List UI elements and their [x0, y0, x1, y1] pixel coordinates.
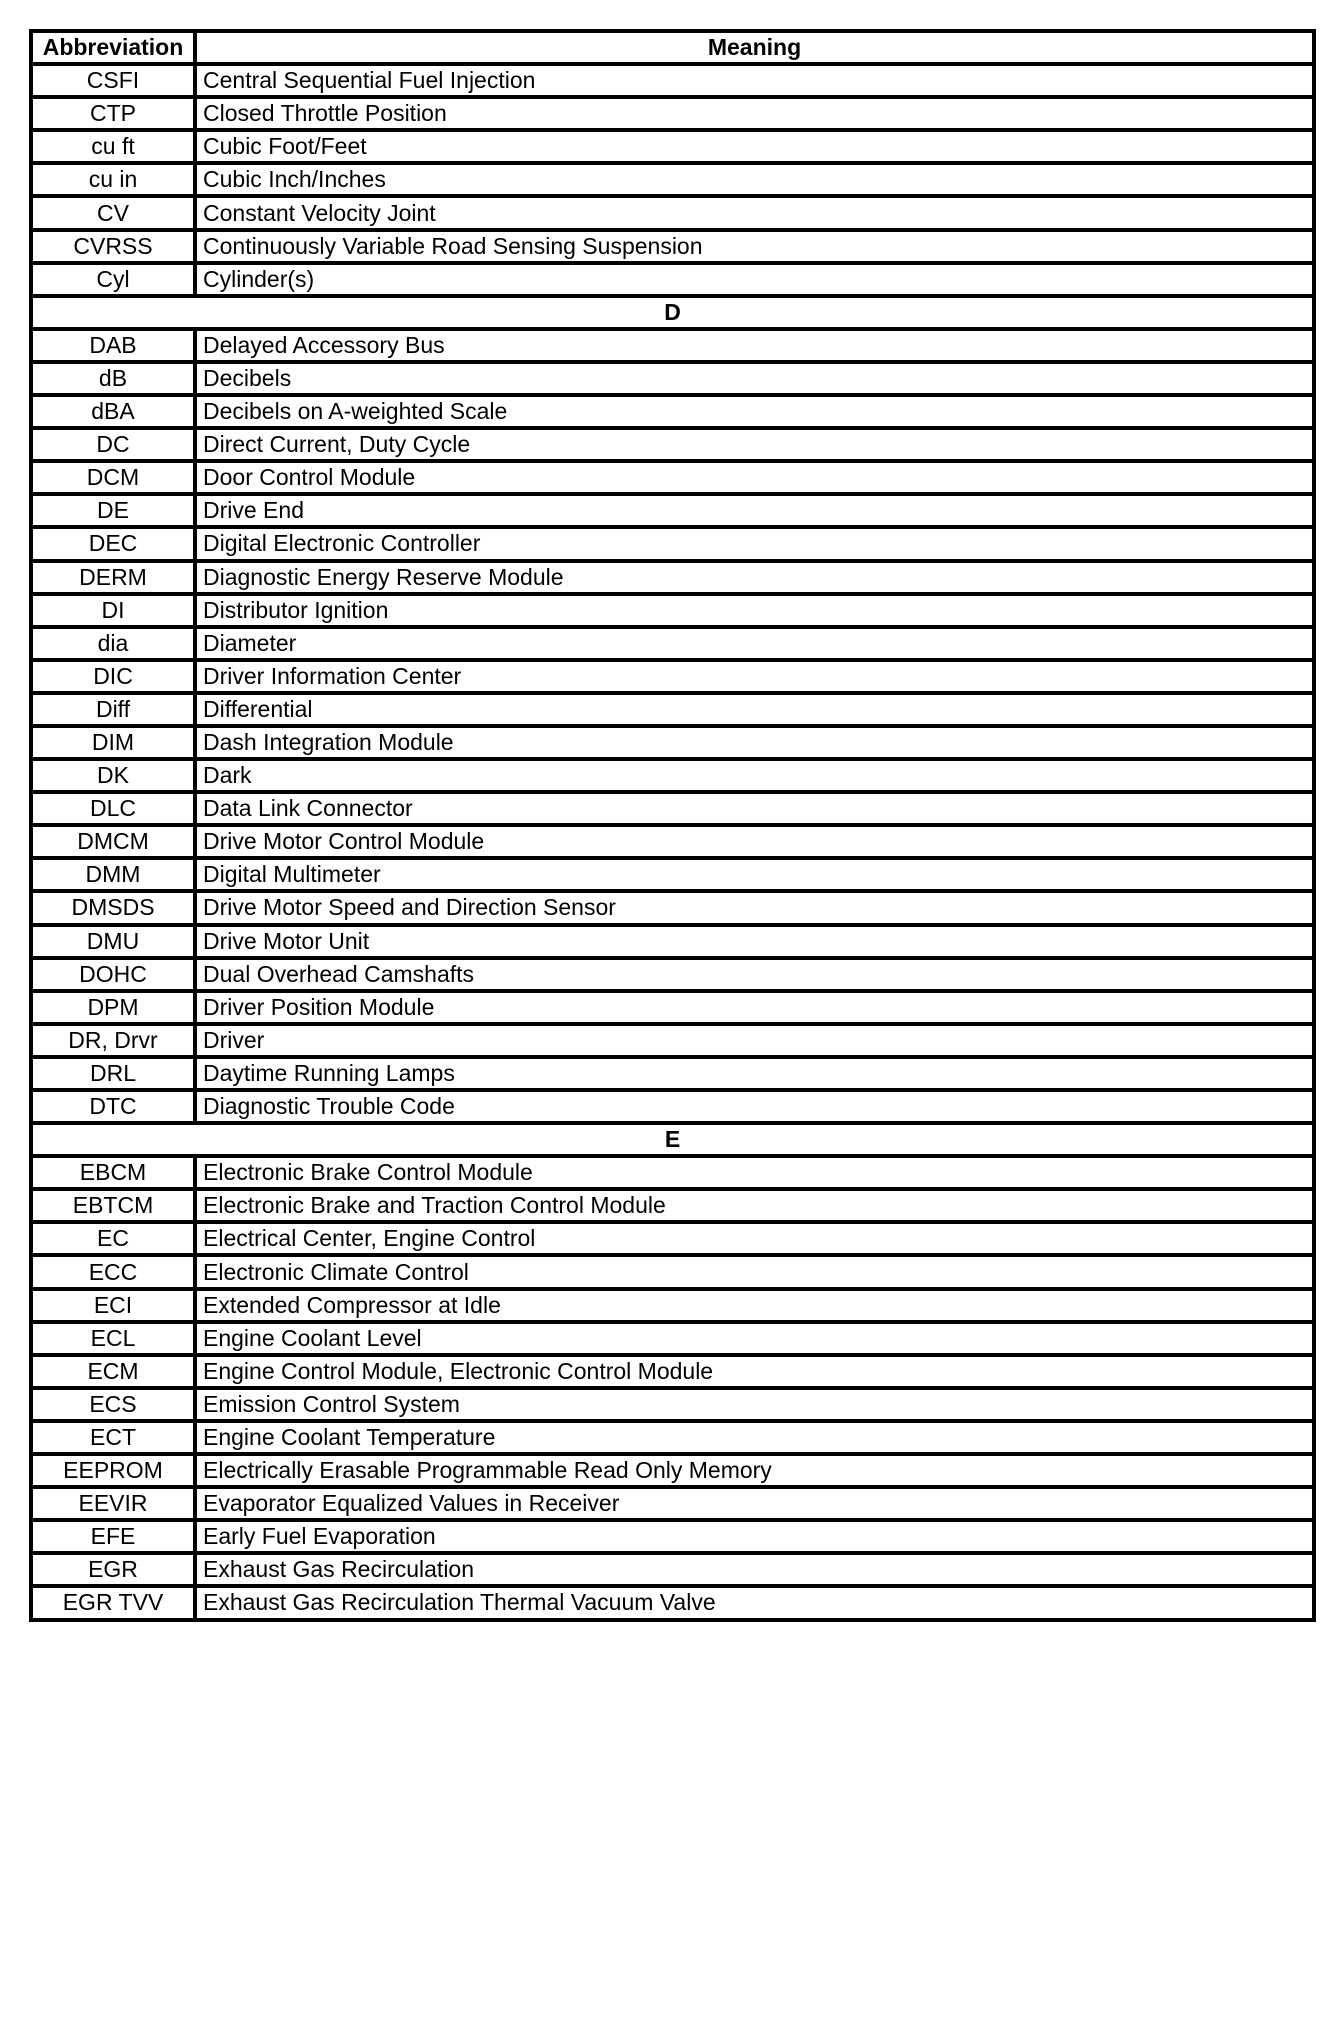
meaning-cell: Electrical Center, Engine Control — [195, 1222, 1314, 1255]
table-row — [31, 1388, 1314, 1421]
table-row — [31, 1090, 1314, 1123]
meaning-cell: Cubic Foot/Feet — [195, 130, 1314, 163]
meaning-cell: Diagnostic Energy Reserve Module — [195, 561, 1314, 594]
meaning-cell: Direct Current, Duty Cycle — [195, 428, 1314, 461]
table-row — [31, 1189, 1314, 1222]
abbreviation-cell: DC — [31, 428, 195, 461]
abbreviation-cell: Cyl — [31, 263, 195, 296]
meaning-cell: Drive Motor Unit — [195, 925, 1314, 958]
meaning-cell: Extended Compressor at Idle — [195, 1289, 1314, 1322]
table-row — [31, 858, 1314, 891]
abbreviation-cell: ECM — [31, 1355, 195, 1388]
abbreviation-cell: EC — [31, 1222, 195, 1255]
table-row — [31, 64, 1314, 97]
abbreviation-cell: DTC — [31, 1090, 195, 1123]
table-row — [31, 196, 1314, 229]
meaning-cell: Distributor Ignition — [195, 594, 1314, 627]
table-row — [31, 991, 1314, 1024]
meaning-cell: Differential — [195, 693, 1314, 726]
abbreviation-cell: dia — [31, 627, 195, 660]
meaning-cell: Closed Throttle Position — [195, 97, 1314, 130]
meaning-cell: Dash Integration Module — [195, 726, 1314, 759]
meaning-cell: Driver Information Center — [195, 660, 1314, 693]
table-row — [31, 825, 1314, 858]
table-row — [31, 163, 1314, 196]
abbreviation-cell: Diff — [31, 693, 195, 726]
table-row — [31, 1454, 1314, 1487]
table-row — [31, 1156, 1314, 1189]
meaning-cell: Engine Coolant Temperature — [195, 1421, 1314, 1454]
abbreviation-cell: CVRSS — [31, 230, 195, 263]
abbreviation-cell: CTP — [31, 97, 195, 130]
section-letter: E — [31, 1123, 1314, 1156]
abbreviation-cell: DPM — [31, 991, 195, 1024]
abbreviation-cell: DLC — [31, 792, 195, 825]
meaning-cell: Drive Motor Control Module — [195, 825, 1314, 858]
table-row — [31, 958, 1314, 991]
meaning-cell: Decibels — [195, 362, 1314, 395]
abbreviation-cell: DMCM — [31, 825, 195, 858]
abbreviation-cell: DERM — [31, 561, 195, 594]
abbreviation-cell: DAB — [31, 329, 195, 362]
table-row — [31, 329, 1314, 362]
table-row — [31, 594, 1314, 627]
meaning-cell: Door Control Module — [195, 461, 1314, 494]
abbreviation-cell: dBA — [31, 395, 195, 428]
abbreviation-cell: DIM — [31, 726, 195, 759]
meaning-cell: Electronic Brake and Traction Control Module — [195, 1189, 1314, 1222]
meaning-cell: Electronic Climate Control — [195, 1255, 1314, 1288]
abbreviation-table — [29, 29, 1316, 1622]
table-header-row — [31, 31, 1314, 64]
table-row — [31, 130, 1314, 163]
abbreviation-cell: DIC — [31, 660, 195, 693]
table-row — [31, 1255, 1314, 1288]
table-row — [31, 1057, 1314, 1090]
table-row — [31, 1421, 1314, 1454]
table-row — [31, 891, 1314, 924]
table-row — [31, 395, 1314, 428]
table-row — [31, 1487, 1314, 1520]
table-row — [31, 1520, 1314, 1553]
column-header-abbreviation: Abbreviation — [31, 31, 195, 64]
abbreviation-cell: DE — [31, 494, 195, 527]
meaning-cell: Diagnostic Trouble Code — [195, 1090, 1314, 1123]
meaning-cell: Daytime Running Lamps — [195, 1057, 1314, 1090]
table-row — [31, 561, 1314, 594]
abbreviation-cell: EGR TVV — [31, 1586, 195, 1619]
meaning-cell: Drive End — [195, 494, 1314, 527]
table-row — [31, 627, 1314, 660]
table-row — [31, 1289, 1314, 1322]
meaning-cell: Continuously Variable Road Sensing Suspension — [195, 230, 1314, 263]
abbreviation-cell: DMU — [31, 925, 195, 958]
section-header-row — [31, 1123, 1314, 1156]
abbreviation-cell: CV — [31, 196, 195, 229]
meaning-cell: Digital Electronic Controller — [195, 527, 1314, 560]
abbreviation-cell: ECT — [31, 1421, 195, 1454]
column-header-meaning: Meaning — [195, 31, 1314, 64]
meaning-cell: Cubic Inch/Inches — [195, 163, 1314, 196]
table-row — [31, 1322, 1314, 1355]
meaning-cell: Engine Coolant Level — [195, 1322, 1314, 1355]
abbreviation-cell: EEPROM — [31, 1454, 195, 1487]
table-row — [31, 660, 1314, 693]
abbreviation-cell: EFE — [31, 1520, 195, 1553]
abbreviation-cell: CSFI — [31, 64, 195, 97]
meaning-cell: Diameter — [195, 627, 1314, 660]
abbreviation-cell: DEC — [31, 527, 195, 560]
abbreviation-cell: ECI — [31, 1289, 195, 1322]
table-row — [31, 726, 1314, 759]
meaning-cell: Electronic Brake Control Module — [195, 1156, 1314, 1189]
abbreviation-cell: cu ft — [31, 130, 195, 163]
abbreviation-cell: DI — [31, 594, 195, 627]
table-row — [31, 461, 1314, 494]
abbreviation-cell: DMM — [31, 858, 195, 891]
meaning-cell: Drive Motor Speed and Direction Sensor — [195, 891, 1314, 924]
table-row — [31, 1355, 1314, 1388]
abbreviation-cell: dB — [31, 362, 195, 395]
abbreviation-cell: EBTCM — [31, 1189, 195, 1222]
meaning-cell: Engine Control Module, Electronic Control Module — [195, 1355, 1314, 1388]
abbreviation-cell: ECS — [31, 1388, 195, 1421]
meaning-cell: Dark — [195, 759, 1314, 792]
abbreviation-cell: DOHC — [31, 958, 195, 991]
meaning-cell: Data Link Connector — [195, 792, 1314, 825]
table-row — [31, 759, 1314, 792]
meaning-cell: Electrically Erasable Programmable Read Only Memory — [195, 1454, 1314, 1487]
abbreviation-cell: ECC — [31, 1255, 195, 1288]
abbreviation-cell: DMSDS — [31, 891, 195, 924]
abbreviation-cell: cu in — [31, 163, 195, 196]
table-row — [31, 230, 1314, 263]
table-row — [31, 1222, 1314, 1255]
meaning-cell: Early Fuel Evaporation — [195, 1520, 1314, 1553]
table-row — [31, 925, 1314, 958]
meaning-cell: Driver — [195, 1024, 1314, 1057]
meaning-cell: Central Sequential Fuel Injection — [195, 64, 1314, 97]
table-row — [31, 693, 1314, 726]
meaning-cell: Evaporator Equalized Values in Receiver — [195, 1487, 1314, 1520]
abbreviation-cell: ECL — [31, 1322, 195, 1355]
meaning-cell: Emission Control System — [195, 1388, 1314, 1421]
meaning-cell: Cylinder(s) — [195, 263, 1314, 296]
table-row — [31, 494, 1314, 527]
table-row — [31, 1553, 1314, 1586]
table-body — [31, 64, 1314, 1619]
table-row — [31, 428, 1314, 461]
abbreviation-cell: DR, Drvr — [31, 1024, 195, 1057]
abbreviation-cell: EEVIR — [31, 1487, 195, 1520]
table-row — [31, 97, 1314, 130]
meaning-cell: Decibels on A-weighted Scale — [195, 395, 1314, 428]
abbreviation-cell: EGR — [31, 1553, 195, 1586]
table-row — [31, 1586, 1314, 1619]
meaning-cell: Digital Multimeter — [195, 858, 1314, 891]
section-header-row — [31, 296, 1314, 329]
abbreviation-cell: DCM — [31, 461, 195, 494]
table-row — [31, 527, 1314, 560]
table-row — [31, 1024, 1314, 1057]
meaning-cell: Exhaust Gas Recirculation Thermal Vacuum Valve — [195, 1586, 1314, 1619]
table-row — [31, 792, 1314, 825]
meaning-cell: Constant Velocity Joint — [195, 196, 1314, 229]
meaning-cell: Delayed Accessory Bus — [195, 329, 1314, 362]
meaning-cell: Driver Position Module — [195, 991, 1314, 1024]
meaning-cell: Dual Overhead Camshafts — [195, 958, 1314, 991]
abbreviation-cell: EBCM — [31, 1156, 195, 1189]
table-row — [31, 362, 1314, 395]
table-row — [31, 263, 1314, 296]
abbreviation-cell: DK — [31, 759, 195, 792]
meaning-cell: Exhaust Gas Recirculation — [195, 1553, 1314, 1586]
abbreviation-cell: DRL — [31, 1057, 195, 1090]
section-letter: D — [31, 296, 1314, 329]
